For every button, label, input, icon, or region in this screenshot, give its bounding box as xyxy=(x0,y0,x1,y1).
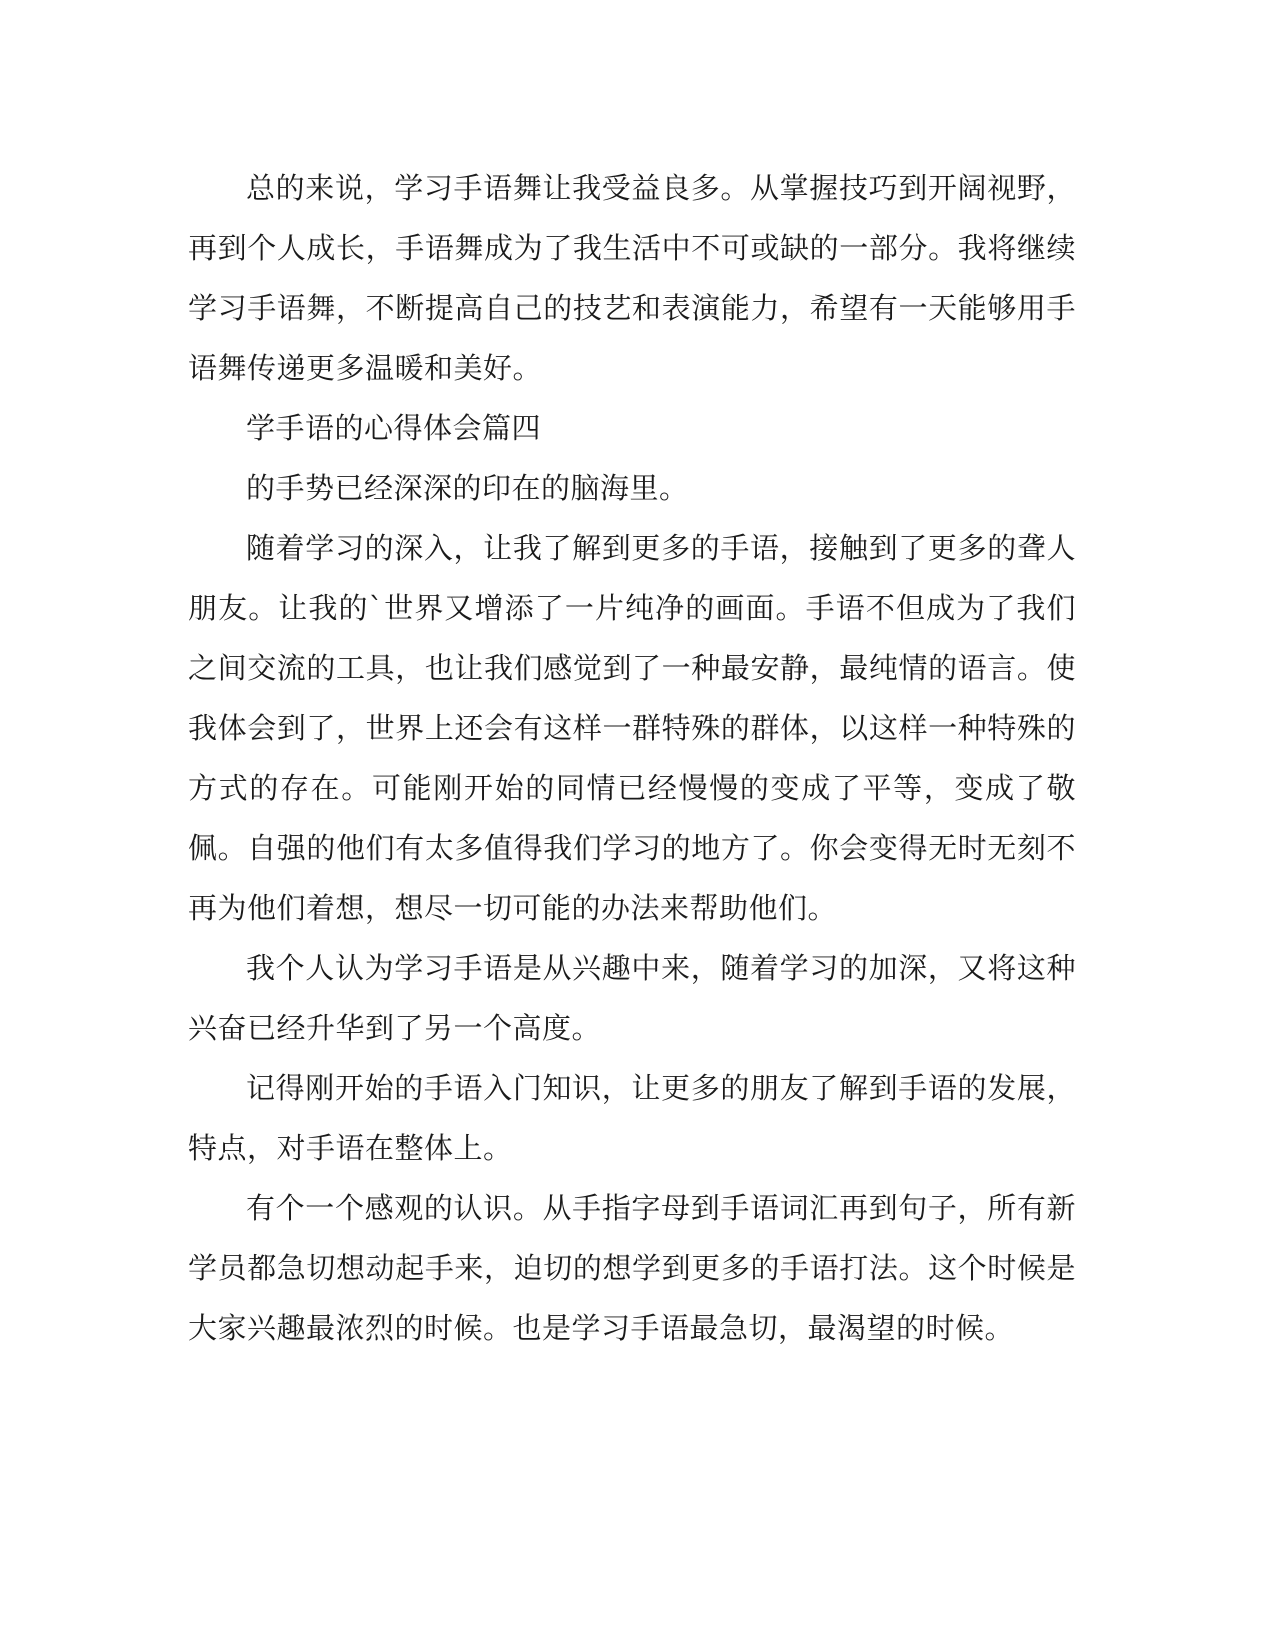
paragraph-summary: 总的来说，学习手语舞让我受益良多。从掌握技巧到开阔视野，再到个人成长，手语舞成为了我生活中不可或缺的一部分。我将继续学习手语舞，不断提高自己的技艺和表演能力，希望有一天能够用手语舞传递更多温暖和美好。 xyxy=(188,171,1076,385)
paragraph-deepening: 随着学习的深入，让我了解到更多的手语，接触到了更多的聋人朋友。让我的`世界又增添了一片纯净的画面。手语不但成为了我们之间交流的工具，也让我们感觉到了一种最安静，最纯情的语言。使我体会到了，世界上还会有这样一群特殊的群体，以这样一种特殊的方式的存在。可能刚开始的同情已经慢慢的变成了平等，变成了敬佩。自强的他们有太多值得我们学习的地方了。你会变得无时无刻不再为他们着想，想尽一切可能的办法来帮助他们。 xyxy=(188,531,1076,925)
paragraph-gesture: 的手势已经深深的印在的脑海里。 xyxy=(246,471,689,505)
paragraph-intro-knowledge: 记得刚开始的手语入门知识，让更多的朋友了解到手语的发展，特点，对手语在整体上。 xyxy=(188,1071,1076,1165)
paragraph-first-impression: 有个一个感观的认识。从手指字母到手语词汇再到句子，所有新学员都急切想动起手来，迫切的想学到更多的手语打法。这个时候是大家兴趣最浓烈的时候。也是学习手语最急切，最渴望的时候。 xyxy=(188,1191,1076,1345)
section-heading: 学手语的心得体会篇四 xyxy=(246,411,542,445)
paragraph-interest: 我个人认为学习手语是从兴趣中来，随着学习的加深，又将这种兴奋已经升华到了另一个高度。 xyxy=(188,951,1076,1045)
document-body xyxy=(188,158,1076,1358)
